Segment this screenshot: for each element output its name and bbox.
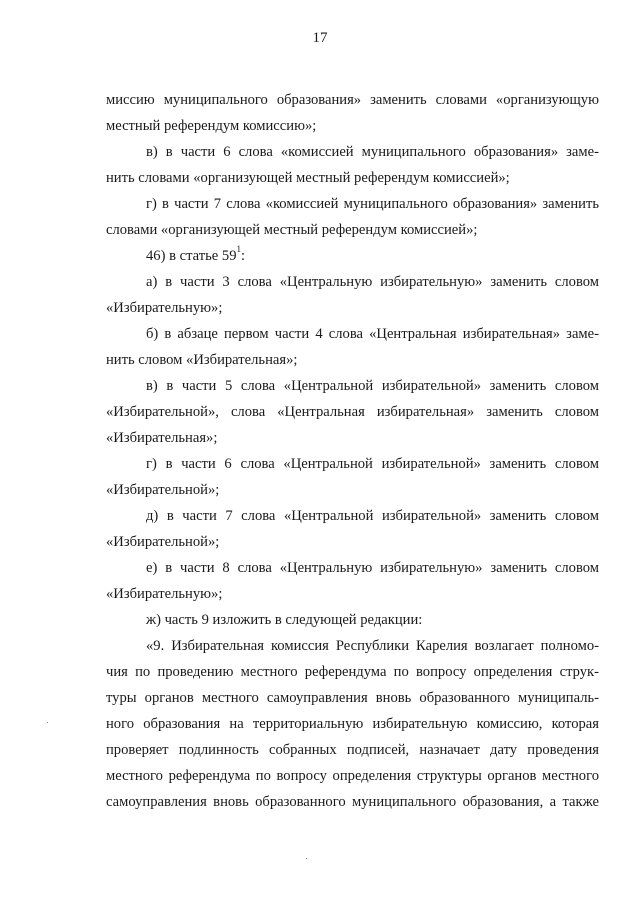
text-line (106, 763, 599, 789)
text-line-content: местный референдум комиссию»; (106, 118, 317, 134)
page-number: 17 (312, 30, 328, 46)
text-line-content: «9. Избирательная комиссия Республики Карелия возлагает полномо- (146, 638, 599, 654)
text-line (106, 217, 599, 243)
text-line (106, 555, 599, 581)
text-line (106, 737, 599, 763)
text-line-content: местного референдума по вопросу определения структуры органов местного (106, 768, 599, 784)
text-line (106, 477, 599, 503)
text-line-content: чия по проведению местного референдума по вопросу определения струк- (106, 664, 599, 680)
text-line (106, 347, 599, 373)
text-line (106, 711, 599, 737)
text-line (106, 295, 599, 321)
text-line-content: «Избирательную»; (106, 300, 223, 316)
text-line (106, 191, 599, 217)
text-line-content: д) в части 7 слова «Центральной избирательной» заменить словом (146, 508, 599, 524)
text-line-suffix: : (241, 248, 246, 264)
text-line (106, 789, 599, 815)
text-line-content: ж) часть 9 изложить в следующей редакции: (146, 612, 423, 628)
text-line (106, 607, 599, 633)
text-line-content: ного образования на территориальную избирательную комиссию, которая (106, 716, 599, 732)
text-line (106, 87, 599, 113)
text-line (106, 113, 599, 139)
superscript: 1 (236, 244, 242, 255)
text-line-content: е) в части 8 слова «Центральную избирательную» заменить словом (146, 560, 599, 576)
text-line (106, 659, 599, 685)
text-line (106, 321, 599, 347)
text-line-content: в) в части 5 слова «Центральной избирательной» заменить словом (146, 378, 599, 394)
text-line-content: проверяет подлинность собранных подписей, назначает дату проведения (106, 742, 599, 758)
text-line-content: «Избирательной»; (106, 534, 220, 550)
text-line (106, 503, 599, 529)
text-line (106, 373, 599, 399)
text-line-content: самоуправления вновь образованного муниципального образования, а также (106, 794, 599, 810)
text-line (106, 581, 599, 607)
text-line-content: «Избирательной»; (106, 482, 220, 498)
text-line-content: г) в части 7 слова «комиссией муниципального образования» заменить (146, 196, 599, 212)
text-line (106, 269, 599, 295)
scan-artifact (47, 722, 48, 723)
text-line-content: нить словом «Избирательная»; (106, 352, 298, 368)
text-line-content: «Избирательную»; (106, 586, 223, 602)
text-line (106, 399, 599, 425)
text-line (106, 685, 599, 711)
text-line (106, 425, 599, 451)
text-line-content: в) в части 6 слова «комиссией муниципального образования» заме- (146, 144, 599, 160)
text-line-content: нить словами «организующей местный референдум комиссией»; (106, 170, 510, 186)
document-body (106, 87, 599, 815)
text-line (106, 633, 599, 659)
text-line-content: туры органов местного самоуправления вновь образованного муниципаль- (106, 690, 599, 706)
text-line-content: «Избирательной», слова «Центральная избирательная» заменить словом (106, 404, 599, 420)
text-line (106, 165, 599, 191)
text-line-content: б) в абзаце первом части 4 слова «Центральная избирательная» заме- (146, 326, 599, 342)
text-line-content: словами «организующей местный референдум комиссией»; (106, 222, 478, 238)
text-line (106, 139, 599, 165)
text-line-content: «Избирательная»; (106, 430, 218, 446)
text-line-content: 46) в статье 59 (146, 248, 237, 264)
text-line (106, 243, 599, 269)
scan-artifact (306, 858, 307, 859)
text-line (106, 529, 599, 555)
text-line-content: а) в части 3 слова «Центральную избирательную» заменить словом (146, 274, 599, 290)
text-line-content: миссию муниципального образования» заменить словами «организующую (106, 92, 599, 108)
text-line-content: г) в части 6 слова «Центральной избирательной» заменить словом (146, 456, 599, 472)
text-line (106, 451, 599, 477)
